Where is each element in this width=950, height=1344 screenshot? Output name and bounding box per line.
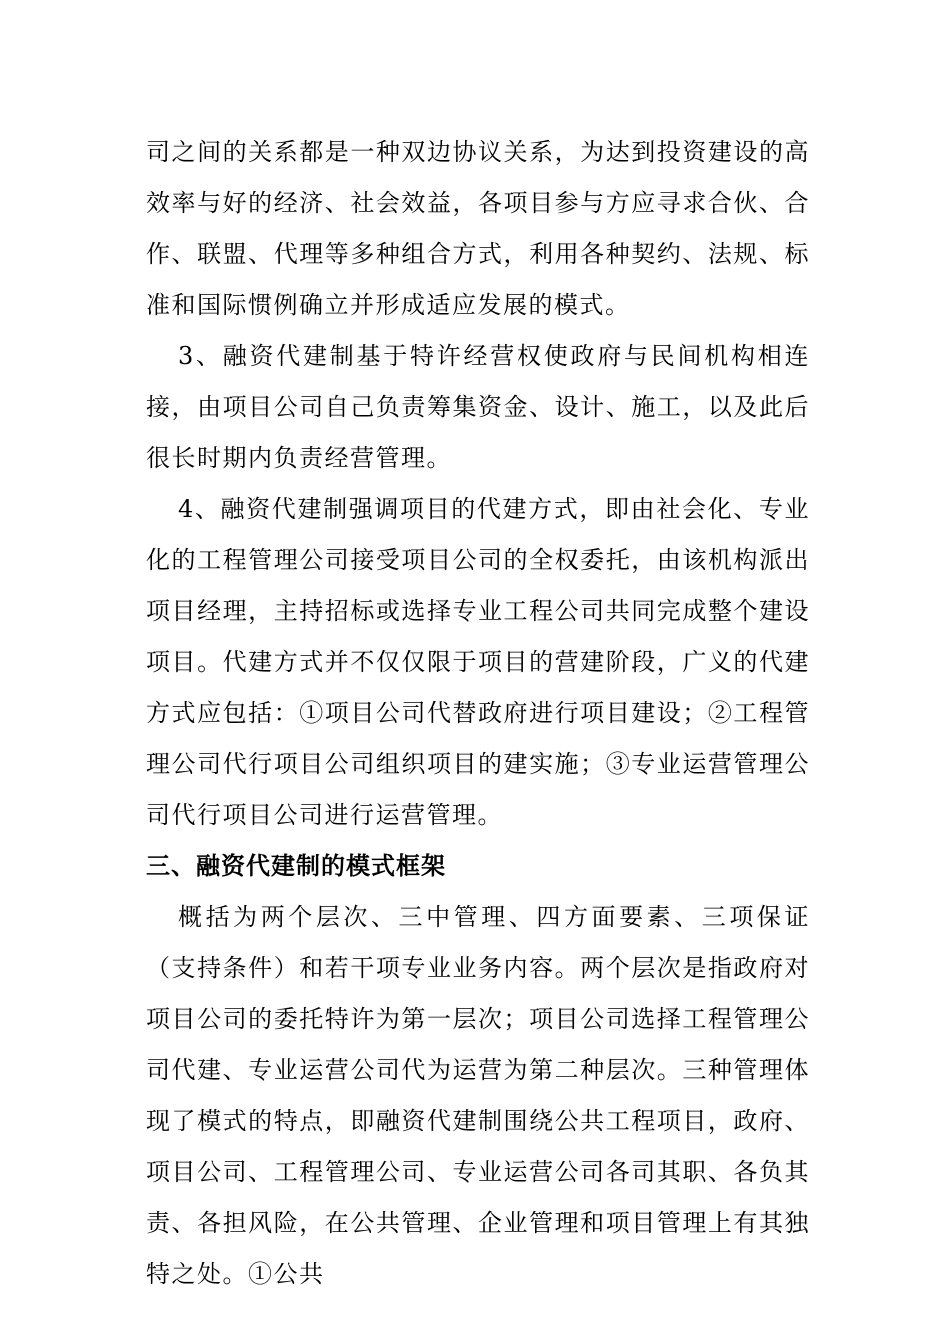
document-page: [146, 127, 810, 1300]
section-paragraph: 概括为两个层次、三中管理、四方面要素、三项保证（支持条件）和若干项专业业务内容。两个层次是指政府对项目公司的委托特许为第一层次；项目公司选择工程管理公司代建、专业运营公司代为运营为第二种层次。三种管理体现了模式的特点，即融资代建制围绕公共工程项目，政府、项目公司、工程管理公司、专业运营公司各司其职、各负其责、各担风险，在公共管理、企业管理和项目管理上有其独特之处。①公共: [146, 903, 810, 1288]
paragraph-item-3: 3、融资代建制基于特许经营权使政府与民间机构相连接，由项目公司自己负责筹集资金、设计、施工，以及此后很长时期内负责经营管理。: [146, 342, 810, 472]
paragraph-continuation: 司之间的关系都是一种双边协议关系，为达到投资建设的高效率与好的经济、社会效益，各项目参与方应寻求合伙、合作、联盟、代理等多种组合方式，利用各种契约、法规、标准和国际惯例确立并形成适应发展的模式。: [146, 138, 810, 319]
section-heading: 三、融资代建制的模式框架: [146, 852, 446, 880]
paragraph-item-4: 4、融资代建制强调项目的代建方式，即由社会化、专业化的工程管理公司接受项目公司的全权委托，由该机构派出项目经理，主持招标或选择专业工程公司共同完成整个建设项目。代建方式并不仅仅限于项目的营建阶段，广义的代建方式应包括：①项目公司代替政府进行项目建设；②工程管理公司代行项目公司组织项目的建实施；③专业运营管理公司代行项目公司进行运营管理。: [146, 495, 810, 829]
